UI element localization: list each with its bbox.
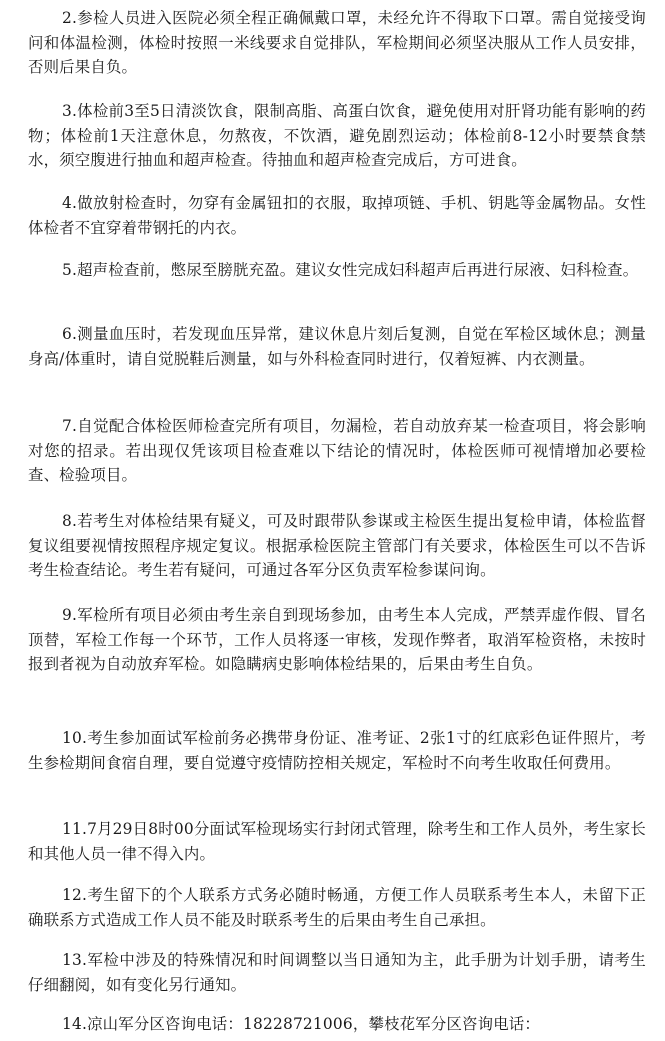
notice-item-3: 3.体检前3至5日清淡饮食，限制高脂、高蛋白饮食，避免使用对肝肾功能有影响的药物；体检前1天注意休息，勿熬夜，不饮酒，避免剧烈运动；体检前8-12小时要禁食禁水，须空腹进行抽血和超声检查。待抽血和超声检查完成后，方可进食。 [28,102,646,169]
notice-item-14: 14.凉山军分区咨询电话：18228721006，攀枝花军分区咨询电话： [62,1015,540,1033]
notice-item-12: 12.考生留下的个人联系方式务必随时畅通，方便工作人员联系考生本人，未留下正确联系方式造成工作人员不能及时联系考生的后果由考生自己承担。 [28,886,646,929]
notice-item-6: 6.测量血压时，若发现血压异常，建议休息片刻后复测，自觉在军检区域休息；测量身高/体重时，请自觉脱鞋后测量，如与外科检查同时进行，仅着短裤、内衣测量。 [28,325,646,368]
notice-item-10: 10.考生参加面试军检前务必携带身份证、准考证、2张1寸的红底彩色证件照片，考生参检期间食宿自理，要自觉遵守疫情防控相关规定，军检时不向考生收取任何费用。 [28,729,646,772]
notice-item-5: 5.超声检查前，憋尿至膀胱充盈。建议女性完成妇科超声后再进行尿液、妇科检查。 [62,261,639,279]
notice-item-4: 4.做放射检查时，勿穿有金属钮扣的衣服，取掉项链、手机、钥匙等金属物品。女性体检者不宜穿着带钢托的内衣。 [28,194,646,237]
notice-item-13: 13.军检中涉及的特殊情况和时间调整以当日通知为主，此手册为计划手册，请考生仔细翻阅，如有变化另行通知。 [28,951,646,994]
notice-item-9: 9.军检所有项目必须由考生亲自到现场参加，由考生本人完成，严禁弄虚作假、冒名顶替，军检工作每一个环节，工作人员将逐一审核，发现作弊者，取消军检资格，未按时报到者视为自动放弃军检。如隐瞒病史影响体检结果的，后果由考生自负。 [28,606,646,673]
notice-item-2: 2.参检人员进入医院必须全程正确佩戴口罩，未经允许不得取下口罩。需自觉接受询问和体温检测，体检时按照一米线要求自觉排队，军检期间必须坚决服从工作人员安排，否则后果自负。 [28,9,646,76]
notice-item-7: 7.自觉配合体检医师检查完所有项目，勿漏检，若自动放弃某一检查项目，将会影响对您的招录。若出现仅凭该项目检查难以下结论的情况时，体检医师可视情增加必要检查、检验项目。 [28,417,646,484]
notice-item-11: 11.7月29日8时00分面试军检现场实行封闭式管理，除考生和工作人员外，考生家长和其他人员一律不得入内。 [28,820,646,863]
notice-item-8: 8.若考生对体检结果有疑义，可及时跟带队参谋或主检医生提出复检申请，体检监督复议组要视情按照程序规定复议。根据承检医院主管部门有关要求，体检医生可以不告诉考生检查结论。考生若有疑问，可通过各军分区负责军检参谋问询。 [28,512,646,579]
